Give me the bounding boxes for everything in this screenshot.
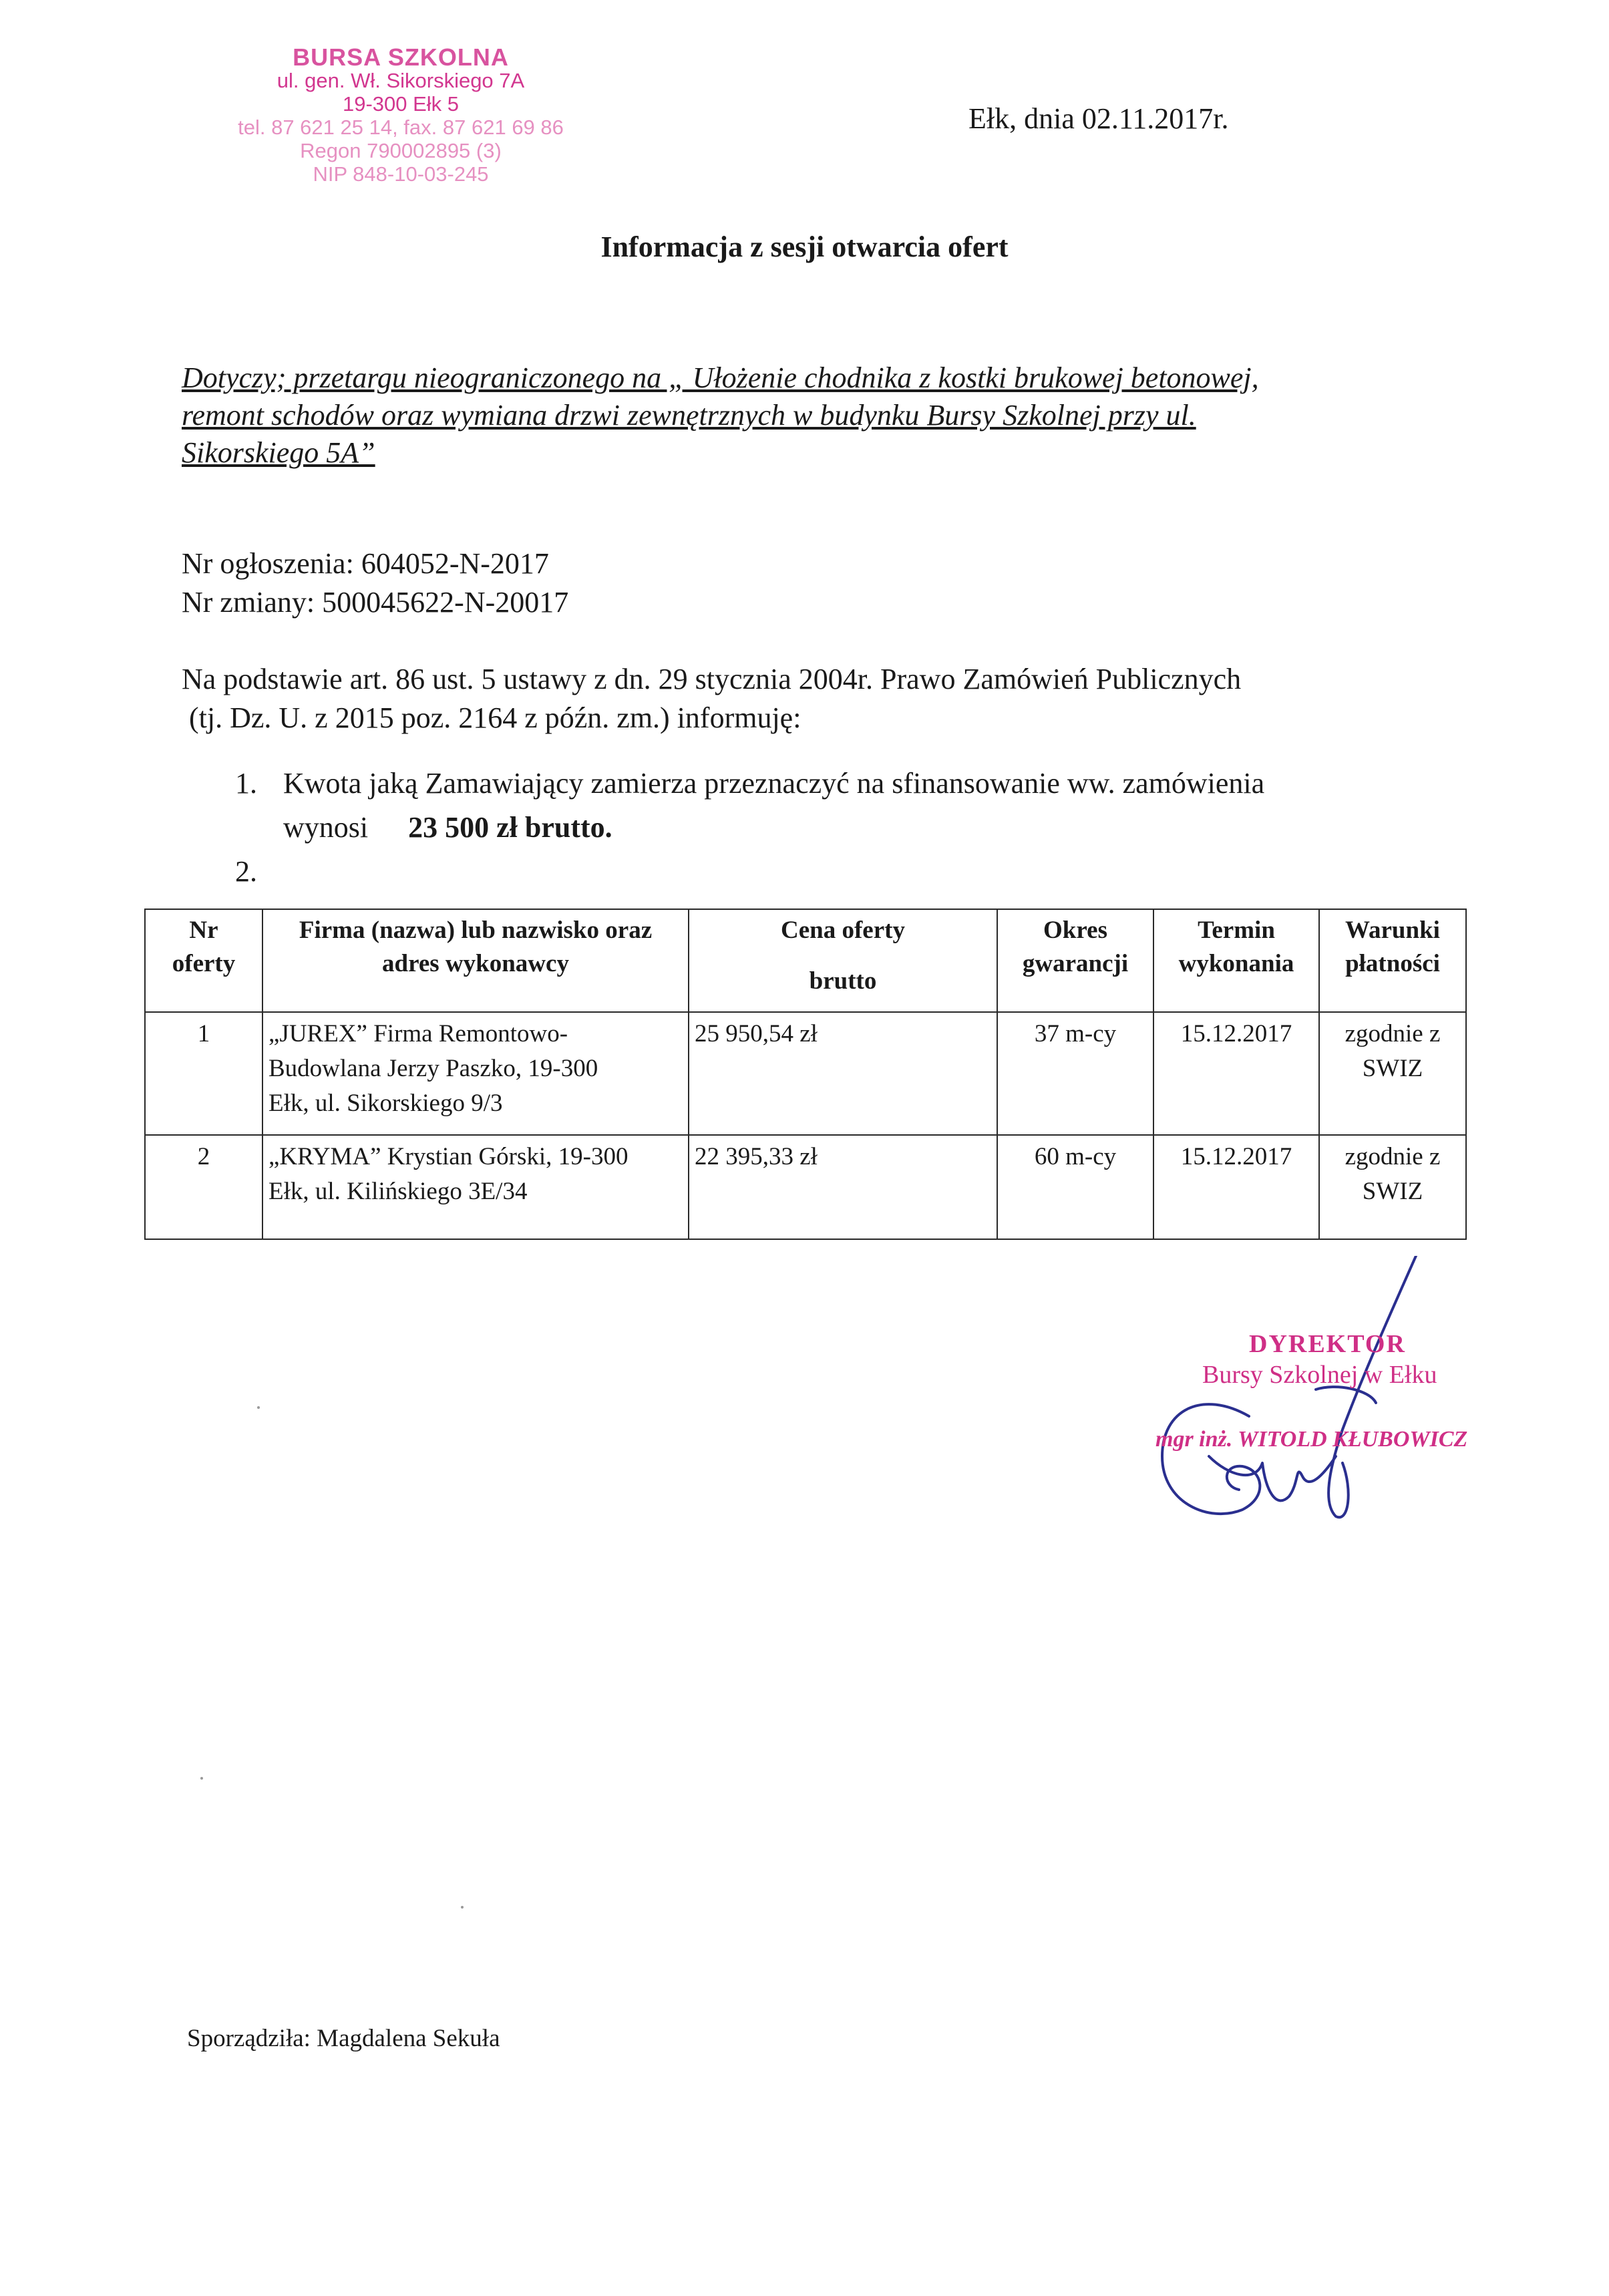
header-warunki <box>1319 909 1466 1012</box>
cell-firma <box>262 1012 689 1135</box>
list-item-continuation <box>235 806 1264 850</box>
list-item <box>235 762 1264 806</box>
institution-stamp <box>187 45 614 186</box>
cell-warunki <box>1319 1012 1466 1135</box>
cell-text: SWIZ <box>1362 1055 1423 1082</box>
subject-line: remont schodów oraz wymiana drzwi zewnętrznych w budynku Bursy Szkolnej przy ul. <box>182 399 1196 432</box>
list-text: Kwota jaką Zamawiający zamierza przeznaczyć na sfinansowanie ww. zamówienia <box>283 767 1265 800</box>
scan-speck <box>200 1777 203 1780</box>
header-text: adres wykonawcy <box>382 950 569 977</box>
cell-text: „JUREX” Firma Remontowo- <box>269 1020 568 1047</box>
cell-text: Ełk, ul. Sikorskiego 9/3 <box>269 1090 503 1117</box>
header-text: Firma (nazwa) lub nazwisko oraz <box>299 917 653 944</box>
header-text: gwarancji <box>1022 950 1129 977</box>
document-title: Informacja z sesji otwarcia ofert <box>600 230 1009 263</box>
cell-text: Budowlana Jerzy Paszko, 19-300 <box>269 1055 598 1082</box>
subject-block <box>182 359 1451 472</box>
cell-termin: 15.12.2017 <box>1153 1012 1319 1135</box>
institution-name: Bursy Szkolnej w Ełku <box>1202 1361 1437 1389</box>
stamp-line: ul. gen. Wł. Sikorskiego 7A <box>277 69 525 92</box>
header-text: Warunki <box>1345 917 1440 944</box>
stamp-line: tel. 87 621 25 14, fax. 87 621 69 86 <box>238 116 564 139</box>
header-nr <box>145 909 262 1012</box>
cell-cena: 25 950,54 zł <box>689 1012 997 1135</box>
table-header-row <box>145 909 1466 1012</box>
header-okres <box>997 909 1153 1012</box>
subject-line: Dotyczy; przetargu nieograniczonego na „ Ułożenie chodnika z kostki brukowej betonowej, <box>182 361 1259 394</box>
header-text: wykonania <box>1178 950 1294 977</box>
cell-text: „KRYMA” Krystian Górski, 19-300 <box>269 1143 629 1170</box>
list-number: 2. <box>235 855 257 888</box>
handwritten-signature <box>1122 1256 1469 1536</box>
cell-text: SWIZ <box>1362 1178 1423 1205</box>
notice-number: Nr ogłoszenia: 604052-N-2017 <box>182 547 549 580</box>
change-number: Nr zmiany: 500045622-N-20017 <box>182 586 569 619</box>
cell-cena: 22 395,33 zł <box>689 1135 997 1239</box>
header-cena <box>689 909 997 1012</box>
prepared-by: Sporządziła: Magdalena Sekuła <box>187 2025 500 2052</box>
scan-speck <box>461 1906 464 1909</box>
cell-nr: 1 <box>145 1012 262 1135</box>
cell-firma <box>262 1135 689 1239</box>
director-title: DYREKTOR <box>1249 1330 1406 1358</box>
offers-table <box>144 909 1467 1240</box>
legal-basis-line: (tj. Dz. U. z 2015 poz. 2164 z późn. zm.) informuję: <box>182 701 801 734</box>
cell-nr: 2 <box>145 1135 262 1239</box>
header-termin <box>1153 909 1319 1012</box>
header-firma <box>262 909 689 1012</box>
stamp-line: BURSA SZKOLNA <box>293 43 509 71</box>
table-row <box>145 1135 1466 1239</box>
info-list <box>235 762 1265 888</box>
subject-line: Sikorskiego 5A” <box>182 436 375 469</box>
document-date: Ełk, dnia 02.11.2017r. <box>968 102 1229 135</box>
header-text: Cena oferty <box>781 917 905 944</box>
header-text: Okres <box>1043 917 1107 944</box>
cell-termin: 15.12.2017 <box>1153 1135 1319 1239</box>
director-name: mgr inż. WITOLD KŁUBOWICZ <box>1155 1427 1468 1452</box>
stamp-line: Regon 790002895 (3) <box>300 139 502 162</box>
notice-numbers <box>182 544 568 622</box>
stamp-line: 19-300 Ełk 5 <box>342 92 460 116</box>
cell-warunki <box>1319 1135 1466 1239</box>
header-text: oferty <box>172 950 236 977</box>
list-number: 1. <box>235 767 257 800</box>
legal-basis-line: Na podstawie art. 86 ust. 5 ustawy z dn. 29 stycznia 2004r. Prawo Zamówień Publicznych <box>182 663 1242 695</box>
scan-speck <box>257 1406 260 1409</box>
header-text: płatności <box>1345 950 1440 977</box>
budget-amount: 23 500 zł brutto. <box>408 811 612 844</box>
legal-basis <box>182 660 1241 737</box>
header-text: Termin <box>1198 917 1275 944</box>
cell-text: zgodnie z <box>1345 1020 1441 1047</box>
header-text: brutto <box>809 967 877 995</box>
cell-okres: 37 m-cy <box>997 1012 1153 1135</box>
header-text: Nr <box>189 917 218 944</box>
stamp-line: NIP 848-10-03-245 <box>313 162 489 186</box>
list-text: wynosi <box>283 811 369 844</box>
cell-text: zgodnie z <box>1345 1143 1441 1170</box>
cell-text: Ełk, ul. Kilińskiego 3E/34 <box>269 1178 528 1205</box>
cell-okres: 60 m-cy <box>997 1135 1153 1239</box>
table-row <box>145 1012 1466 1135</box>
